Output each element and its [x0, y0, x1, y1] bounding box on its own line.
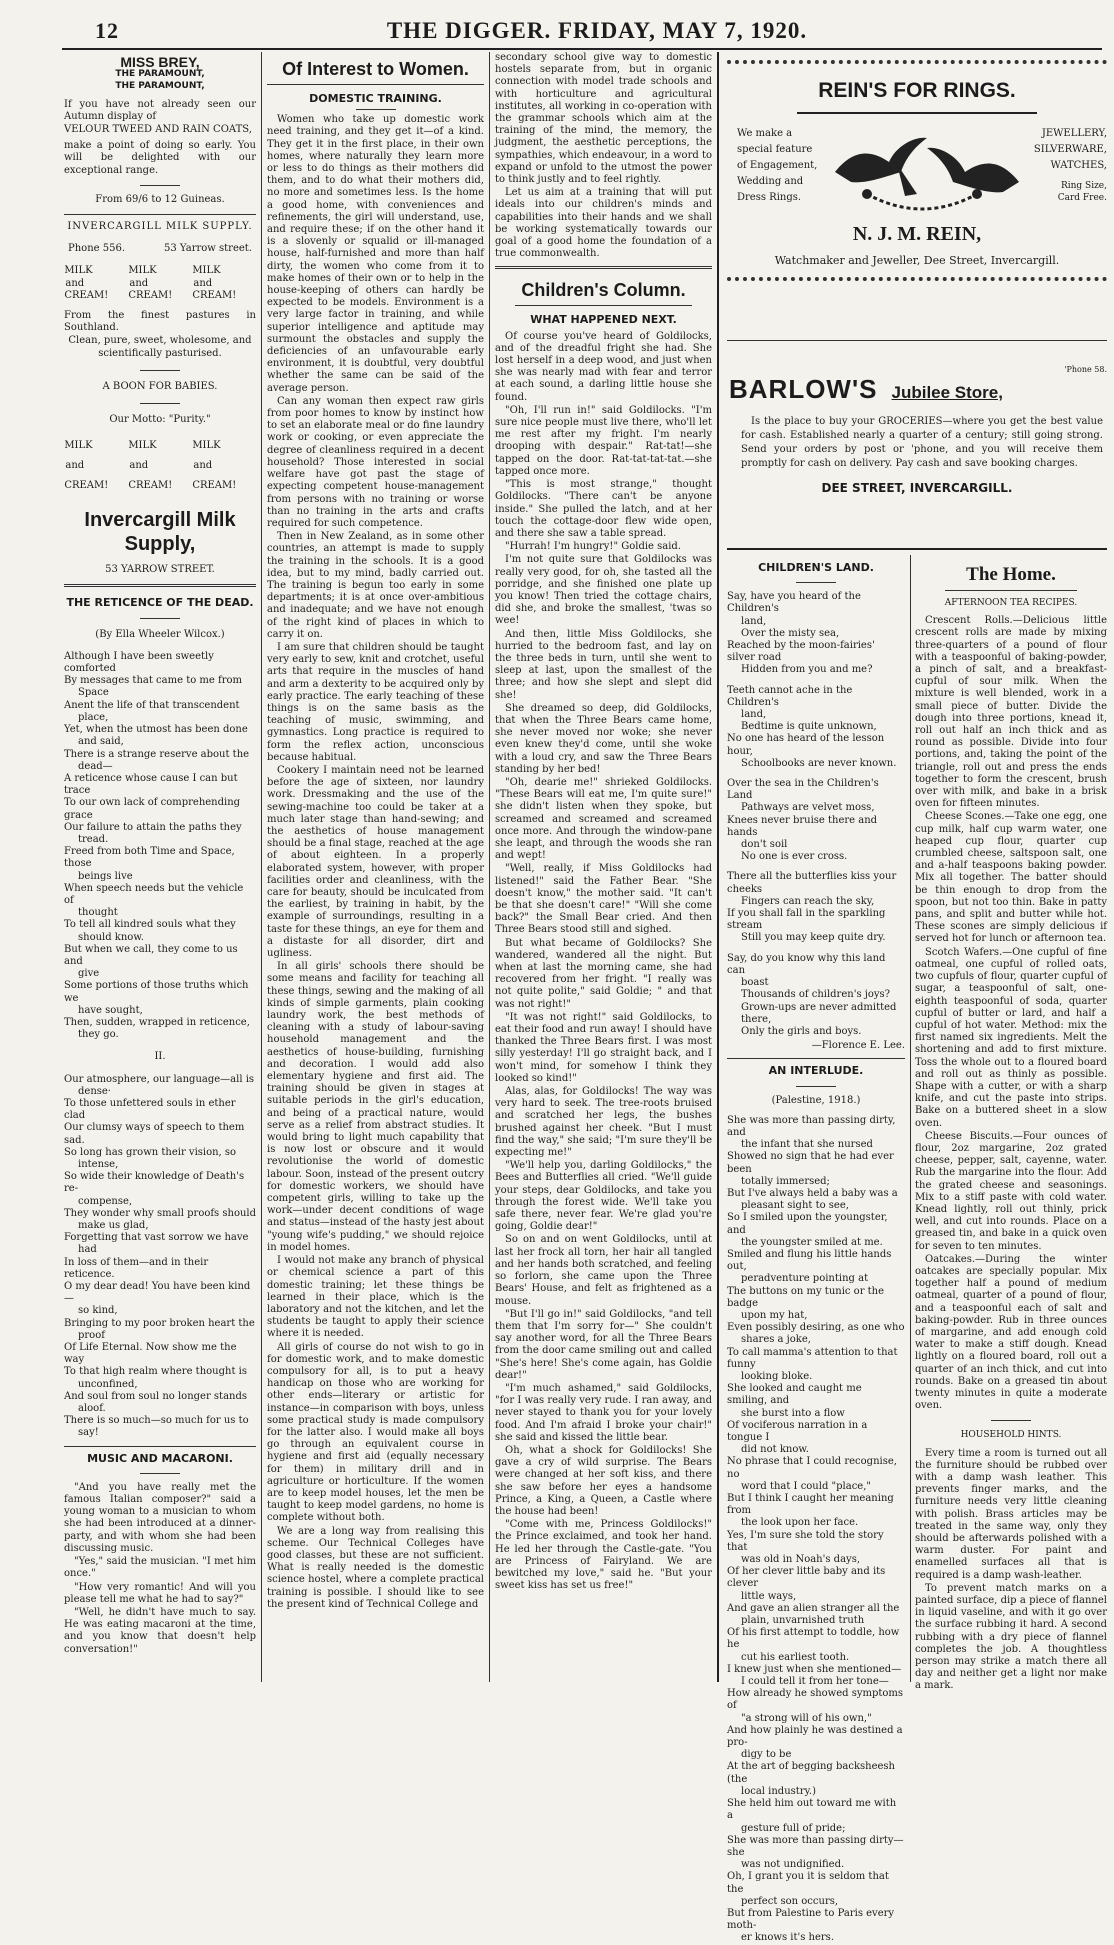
- divider: [796, 1086, 836, 1087]
- poem-line: Anent the life of that transcendent: [64, 699, 240, 711]
- poem-line: To tell all kindred souls what they: [64, 919, 236, 931]
- poem-line: Freed from both Time and Space, those: [64, 846, 235, 870]
- poem-line: So I smiled upon the youngster, and: [727, 1212, 888, 1236]
- poem-line: So wide their knowledge of Death's re-: [64, 1171, 245, 1195]
- barlows-store: Jubilee Store,: [891, 383, 1003, 402]
- divider: [64, 1446, 256, 1447]
- hints-head: HOUSEHOLD HINTS.: [960, 1430, 1062, 1441]
- poem-line: No phrase that I could recognise, no: [727, 1456, 897, 1480]
- column-5: [915, 556, 1107, 1692]
- milk-big1: Invercargill Milk: [84, 509, 236, 532]
- article-paragraph: Cookery I maintain need not be learned before the age of sixteen, nor laundry work. Dressmaking and the use of the sewing-machine too could be taker at a much later stage than hand-sewing; and the aesthetics of house management should be a final stage, reached at the age of about eighteen. In a properly elaborated system, however, with proper facilities order and cleanliness, with the care for beauty, should be inculcated from the earliest, by training in habit, by the example of surroundings, resulting in a taste for these things, an eye for them and a distaste for all disorder, dirt and ugliness.: [267, 764, 484, 960]
- hint-paragraph: To prevent match marks on a painted surface, dip a piece of flannel in liquid vaseline, and with it go over the surface rubbing it hard. A second rubbing with a dry piece of flannel completes the job. A thoughtless person may strike a match there all day and neither get a light nor make a mark.: [915, 1582, 1107, 1692]
- poem-line: don't soil: [741, 839, 788, 851]
- ad-line: Ring Size,: [1060, 181, 1107, 191]
- milk-cream-row: [64, 436, 256, 496]
- childland-poem: [727, 591, 905, 1038]
- ad-border: [727, 277, 1107, 281]
- poem-line: Our atmosphere, our language—all is: [64, 1073, 255, 1085]
- divider: [140, 403, 180, 404]
- poem-line: Say, have you heard of the Children's: [727, 591, 861, 615]
- interlude-place: (Palestine, 1918.): [771, 1094, 861, 1106]
- poem-line: Oh, I grant you it is seldom that the: [727, 1871, 889, 1895]
- masthead: [95, 18, 1095, 46]
- home-head: The Home.: [966, 564, 1056, 585]
- poem-line: When speech needs but the vehicle of: [64, 882, 244, 906]
- poem-line: did not know.: [741, 1444, 809, 1456]
- music-macaroni: [64, 1453, 256, 1656]
- divider: [515, 305, 692, 306]
- poem-line: Some portions of those truths which we: [64, 980, 249, 1004]
- poem-line: Still you may keep quite dry.: [741, 932, 886, 944]
- word: MILK: [64, 265, 93, 277]
- household-hints: [915, 1448, 1107, 1693]
- miss-brey-ad: [64, 56, 256, 206]
- poem-line: compense,: [78, 1195, 133, 1207]
- reticence-byline: (By Ella Wheeler Wilcox.): [95, 628, 225, 640]
- milk-body1: From the finest pastures in Southland.: [64, 310, 256, 334]
- brey-goods: VELOUR TWEED AND RAIN COATS,: [64, 124, 252, 136]
- poem-line: the look upon her face.: [741, 1517, 859, 1529]
- poem-line: Knees never bruise there and hands: [727, 814, 878, 838]
- brey-price: From 69/6 to 12 Guineas.: [95, 193, 225, 205]
- women-article: [267, 114, 484, 1611]
- goldilocks-story: [495, 331, 712, 1593]
- story-paragraph: "But I'll go in!" said Goldilocks, "and tell them that I'm sorry for—" She couldn't say another word, for all the Three Bears from the door came smiling out and called "She's here! She's come again, has Goldie dear!": [495, 1308, 712, 1381]
- story-paragraph: Of course you've heard of Goldilocks, and of the dreadful fright she had. She lost herself in a deep wood, and just when she was nearly mad with fear and terror at each sound, a darling little house she found.: [495, 330, 712, 403]
- poem-line: have sought,: [78, 1004, 143, 1016]
- ad-line: of Engagement,: [737, 160, 818, 171]
- story-paragraph: "Hurrah! I'm hungry!" Goldie said.: [505, 541, 682, 553]
- poem-line: give: [78, 968, 100, 980]
- poem-line: But when we call, they come to us and: [64, 943, 238, 967]
- poem-line: Our clumsy ways of speech to them sad.: [64, 1122, 245, 1146]
- article-paragraph: All girls of course do not wish to go in for domestic work, and to make domestic compulsory for all, is to put a heavy handicap on those who are working for other ends—literary or artistic for instance—in comparison with boys, unless some practical study is made compulsory for the latter also. I would make all boys go through an equivalent course in hygiene and first aid (equally necessary for them) in military drill and in agriculture or horticulture. If the women are to keep model houses, let the men be taught to keep model gardens, no home is complete without both.: [267, 1341, 484, 1524]
- poem-line: There is so much—so much for us to: [64, 1415, 249, 1427]
- story-paragraph: But what became of Goldilocks? She wandered, wandered all the night. But when at last the morning came, she had recovered from her fright. "I really was not quite polite," said Goldie; " and that was not right!": [495, 937, 712, 1010]
- poem-line: I could tell it from her tone—: [741, 1676, 889, 1688]
- story-paragraph: Alas, alas, for Goldilocks! The way was very hard to seek. The tree-roots bruised and scratched her legs, the bushes brushed against her cheek. "But I must find the way," she said; "I'm sure they'll be expecting me!": [495, 1086, 712, 1159]
- poem-line: [727, 677, 905, 685]
- divider: [140, 370, 180, 371]
- ad-line: We make a: [737, 128, 793, 139]
- milk-street: 53 Yarrow street.: [164, 243, 252, 255]
- poem-line: Teeth cannot ache in the Children's: [727, 684, 853, 708]
- poem-line: local industry.): [741, 1785, 816, 1797]
- column-rule: [261, 52, 262, 1682]
- poem-line: By messages that came to me from: [64, 675, 242, 687]
- poem-line: "a strong will of his own,": [741, 1712, 872, 1724]
- barlows-ad: [727, 340, 1107, 540]
- poem-line: O my dear dead! You have been kind—: [64, 1281, 251, 1305]
- poem-line: There all the butterflies kiss your cheeks: [727, 871, 897, 895]
- divider: [64, 584, 256, 587]
- reticence-head: THE RETICENCE OF THE DEAD.: [66, 596, 254, 610]
- poem-line: er knows it's hers.: [741, 1932, 834, 1944]
- poem-line: Of Life Eternal. Now show me the way: [64, 1342, 237, 1366]
- poem-line: Grown-ups are never admitted there,: [741, 1001, 897, 1025]
- poem-line: So long has grown their vision, so: [64, 1146, 237, 1158]
- poem-line: dead—: [78, 760, 113, 772]
- poem-line: pleasant sight to see,: [741, 1200, 849, 1212]
- milk-boon: A BOON FOR BABIES.: [102, 380, 218, 392]
- story-paragraph: "It was not right!" said Goldilocks, to eat their food and run away! I should have thanked the Three Bears first. I was most silly yesterday! I'll go straight back, and I won't mind, for somehow I think they looked so kind!": [495, 1011, 712, 1084]
- poem-line: Schoolbooks are never known.: [741, 757, 897, 769]
- reins-right-text: [1034, 126, 1107, 174]
- word: MILK: [64, 440, 93, 452]
- poem-line: Of his first attempt to toddle, how he: [727, 1627, 900, 1651]
- reticence-stanza-2: [64, 1074, 256, 1440]
- poem-line: tread.: [78, 833, 109, 845]
- divider: [945, 590, 1077, 591]
- home-sub: AFTERNOON TEA RECIPES.: [944, 598, 1078, 608]
- poem-line: Forgetting that vast sorrow we have: [64, 1232, 249, 1244]
- divider: [140, 618, 180, 619]
- divider: [267, 84, 484, 85]
- poem-line: There is a strange reserve about the: [64, 748, 250, 760]
- poem-line: To call mamma's attention to that funny: [727, 1346, 898, 1370]
- word: and: [65, 277, 85, 289]
- poem-line: Hidden from you and me?: [741, 664, 873, 676]
- reins-title: REIN'S FOR RINGS.: [818, 79, 1016, 102]
- story-paragraph: "This is most strange," thought Goldilocks. "There can't be anyone inside." She pulled the latch, and at her touch the cottage-door flew wide open, and there she saw a table spread.: [495, 479, 712, 539]
- story-paragraph: "Oh, dearie me!" shrieked Goldilocks. "These Bears will eat me, I'm quite sure!" she didn't listen when they spoke, but screamed and screamed and screamed once more. And through the window-pane she leapt, and through the woods she ran and wept!: [495, 776, 712, 862]
- ad-line: Dress Rings.: [737, 192, 802, 203]
- poem-line: How already he showed symptoms of: [727, 1688, 904, 1712]
- milk-phone: Phone 556.: [68, 243, 125, 255]
- poem-line: upon my hat,: [741, 1309, 808, 1321]
- article-paragraph: We are a long way from realising this scheme. Our Technical Colleges have good classes, but these are not sufficient. What is really needed is the domestic science hostel, where a complete practical training is possible. I should like to see the present kind of Technical College and: [267, 1525, 484, 1610]
- ad-line: Wedding and: [737, 176, 804, 187]
- poem-line: say!: [78, 1427, 99, 1439]
- column-4: [727, 556, 905, 1944]
- poem-line: Then, sudden, wrapped in reticence,: [64, 1016, 250, 1028]
- word: CREAM!: [128, 480, 173, 492]
- word: CREAM!: [64, 480, 109, 492]
- poem-line: Pathways are velvet moss,: [741, 802, 875, 814]
- poem-line: Of her clever little baby and its clever: [727, 1566, 886, 1590]
- poem-line: Over the misty sea,: [741, 627, 840, 639]
- divider: [991, 1420, 1031, 1421]
- poem-line: And how plainly he was destined a pro-: [727, 1724, 903, 1749]
- poem-line: But I've always held a baby was a: [727, 1187, 898, 1199]
- poem-line: A reticence whose cause I can but trace: [64, 772, 238, 797]
- recipe-paragraph: Scotch Wafers.—One cupful of fine oatmeal, one cupful of rolled oats, two cupfuls of flour, quarter cupful of sugar, a teaspoonful of salt, one-eighth teaspoonful of soda, quarter cupful of butter or lard, and half a cupful of hot water. Method: mix the first named six ingredients. Melt the shortening and add to first mixture. Toss the whole out to a floured board and roll out as thinly as possible. Shape with a cutter, or with a sharp knife, and cut the paste into strips. Bake on a buttered sheet in a slow oven.: [915, 946, 1107, 1129]
- brey-name: MISS BREY,: [120, 54, 200, 70]
- poem-line: they go.: [78, 1029, 119, 1041]
- word: CREAM!: [192, 480, 237, 492]
- poem-line: Yet, when the utmost has been done: [64, 724, 248, 736]
- poem-line: proof: [78, 1329, 105, 1341]
- poem-line: she burst into a flow: [741, 1407, 845, 1419]
- poem-line: They wonder why small proofs should: [64, 1207, 257, 1219]
- word: and: [193, 460, 213, 472]
- macaroni-p1: "And you have really met the famous Italian composer?" said a young woman to a musician to whom she had been introduced at a dinner-party, and with whom she had been discussing music.: [64, 1481, 256, 1554]
- column-3: [495, 52, 712, 1692]
- poem-line: To that high realm where thought is: [64, 1366, 247, 1378]
- reins-ring-text: [1058, 180, 1107, 204]
- poem-line: She looked and caught me smiling, and: [727, 1383, 862, 1407]
- poem-line: boast: [741, 977, 769, 989]
- poem-line: land,: [741, 709, 767, 721]
- poem-line: Yes, I'm sure she told the story that: [727, 1529, 884, 1553]
- milk-addr: 53 YARROW STREET.: [105, 564, 215, 576]
- reticence-part2: II.: [154, 1051, 166, 1063]
- divider: [796, 582, 836, 583]
- page-number: 12: [95, 18, 119, 43]
- article-paragraph: In all girls' schools there should be some means and facility for teaching all these things, sewing and the making of all kinds of simple garments, plain cooking laundry work, the best methods of cleaning with a study of labour-saving household management and the aesthetics of house-building, furnishing and decoration. I would add also elementary hygiene and first aid. The training should be given in stages at suitable periods in the girl's education, and being of a practical nature, would serve as a relief from abstract studies. It would bring to light much capability that is now lost or obscure and it would revolutionise the world of domestic labour. Soon, instead of the present outcry for domestic workers, we should have competent girls, willing to take up the work—under decent conditions of wage and status—instead of the hasty jest about "young wife's pudding," we should rejoice in model homes.: [267, 961, 484, 1253]
- column-2: [267, 52, 484, 1692]
- reins-sub: Watchmaker and Jeweller, Dee Street, Invercargill.: [774, 254, 1060, 267]
- poem-line: word that I could "place,": [741, 1480, 871, 1492]
- milk-cream-row: [64, 265, 256, 302]
- poem-line: Although I have been sweetly comforted: [64, 650, 214, 675]
- poem-line: dense·: [78, 1085, 111, 1097]
- story-paragraph: And then, little Miss Goldilocks, she hurried to the bedroom fast, and lay on the three beds in turn, until she went to sleep at last, upon the smallest of the three; and how she slept and slept did she!: [495, 628, 712, 701]
- poem-line: the infant that she nursed: [741, 1139, 873, 1151]
- poem-line: If you shall fall in the sparkling stream: [727, 908, 886, 932]
- poem-line: intense,: [78, 1159, 119, 1170]
- reins-body: [727, 120, 1107, 220]
- poem-line: peradventure pointing at: [741, 1273, 869, 1285]
- poem-line: plain, unvarnished truth: [741, 1615, 865, 1627]
- article-paragraph: Then in New Zealand, as in some other countries, an attempt is made to supply the training in the schools. It is a good idea, but to my mind, badly carried out. The training is begun too early in some departments; it is at once over-ambitious and inadequate; and we have not enough of the right kind of places in which to carry it on.: [267, 531, 484, 640]
- women-head: Of Interest to Women.: [282, 59, 469, 79]
- poem-line: She was more than passing dirty—she: [727, 1834, 904, 1858]
- poem-line: unconfined,: [78, 1378, 138, 1390]
- recipe-paragraph: Cheese Biscuits.—Four ounces of flour, 2oz margarine, 2oz grated cheese, pepper, salt, cayenne, water. Rub the margarine into the flour. Add the grated cheese and seasonings. Mix to a stiff paste with cold water. Knead lightly, roll out thinly, prick well, and cut into rounds. Place on a greased tin, and bake in a quick oven for seven to ten minutes.: [915, 1130, 1107, 1252]
- poem-line: make us glad,: [78, 1220, 149, 1232]
- poem-line: perfect son occurs,: [741, 1895, 839, 1907]
- poem-line: Space: [78, 687, 109, 699]
- barlows-addr: DEE STREET, INVERCARGILL.: [821, 481, 1013, 495]
- poem-line: the youngster smiled at me.: [741, 1236, 883, 1248]
- childland-author: —Florence E. Lee.: [811, 1040, 905, 1052]
- divider: [495, 266, 712, 269]
- barlows-phone: 'Phone 58.: [1064, 365, 1107, 374]
- poem-line: To our own lack of comprehending grace: [64, 797, 241, 821]
- word: CREAM!: [128, 289, 173, 301]
- reticence-poem: [64, 597, 256, 1439]
- poem-line: Bedtime is quite unknown,: [741, 721, 877, 733]
- divider: [64, 214, 256, 215]
- poem-line: beings live: [78, 870, 133, 882]
- brey-body: If you have not already seen our Autumn display of: [64, 98, 256, 122]
- poem-line: [727, 863, 905, 871]
- poem-line: Of vociferous narration in a tongue I: [727, 1419, 868, 1443]
- poem-line: In loss of them—and in their reticence.: [64, 1256, 209, 1280]
- word: and: [65, 460, 85, 472]
- divider: [356, 109, 396, 110]
- poem-line: Even possibly desiring, as one who: [727, 1322, 905, 1334]
- story-paragraph: "Come with me, Princess Goldilocks!" the Prince exclaimed, and took her hand. He led her through the Castle-gate. "You are Princess of Fairyland. We are bewitched my love," said he. "But your sweet kiss has set us free!": [495, 1519, 712, 1592]
- word: and: [193, 277, 213, 289]
- poem-line: had: [78, 1244, 97, 1256]
- interlude-head: AN INTERLUDE.: [768, 1064, 864, 1078]
- interlude-poem: [727, 1115, 905, 1945]
- ad-line: WATCHES,: [1050, 160, 1107, 171]
- macaroni-p3: "How very romantic! And will you please tell me what he had to say?": [64, 1581, 256, 1605]
- poem-line: cut his earliest tooth.: [741, 1651, 850, 1663]
- milk-body2: Clean, pure, sweet, wholesome, and scientifically pasturised.: [68, 335, 252, 359]
- story-paragraph: "I'm much ashamed," said Goldilocks, "for I was really very rude. I ran away, and never stayed to thank you for your lovely food. And I'm afraid I broke your chair!" she said and kissed the little bear.: [495, 1382, 712, 1443]
- poem-line: I knew just when she mentioned—: [727, 1663, 902, 1675]
- children-head: Children's Column.: [521, 280, 686, 301]
- ad-line: JEWELLERY,: [1041, 128, 1107, 139]
- word: MILK: [192, 265, 221, 277]
- women-continued: secondary school give way to domestic hostels separate from, but in organic connection with model trade schools and with horticulture and agricultural institutes, all working in co-operation with the grammar schools which aim at the training of the mind, the memory, the judgment, the aesthetic perceptions, the sympathies, which endeavour, in a word to expand or unfold to the utmost the power to think justly and to feel rightly.: [495, 52, 712, 186]
- story-paragraph: "Well, really, if Miss Goldilocks had listened!" said the Father Bear. "She doesn't know," the mother said. "It can't be that she doesn't care!" "Will she come back?" the Small Bear cried. And then Three Bears stood still and sighed.: [495, 863, 712, 936]
- story-paragraph: She dreamed so deep, did Goldilocks, that when the Three Bears came home, she never moved nor woke; she never even knew they'd come, until she woke with a loud cry, and saw the Three Bears standing by her bed!: [495, 702, 712, 775]
- poem-line: No one is ever cross.: [741, 851, 848, 863]
- poem-line: And soul from soul no longer stands: [64, 1390, 248, 1402]
- brey-body2: make a point of doing so early. You will be delighted with our exceptional range.: [64, 140, 256, 176]
- milk-head: INVERCARGILL MILK SUPPLY.: [67, 221, 253, 233]
- poem-line: and said,: [78, 736, 124, 748]
- poem-line: Say, do you know why this land can: [727, 952, 886, 976]
- word: and: [129, 460, 149, 472]
- reins-ad: [727, 60, 1107, 330]
- recipe-paragraph: Cheese Scones.—Take one egg, one cup milk, half cup warm water, one heaped cup flour, quarter cup crumbled cheese, saltspoon salt, one and a-half teaspoons baking powder. Mix all together. The batter should be thin enough to drop from the spoon, but not too thin. Bake in patty pans, and split and butter while hot. These scones are simply delicious if served hot for lunch or afternoon tea.: [915, 811, 1107, 945]
- ad-line: Card Free.: [1057, 193, 1107, 203]
- macaroni-head: MUSIC AND MACARONI.: [87, 1451, 233, 1465]
- poem-line: thought: [78, 907, 118, 919]
- poem-line: little ways,: [741, 1590, 797, 1602]
- divider: [140, 1473, 180, 1474]
- recipe-paragraph: Crescent Rolls.—Delicious little crescent rolls are made by mixing three-quarters of a pound of flour with a teaspoonful of baking-powder, a pinch of salt, and a breakfast-cupful of sour milk. When the mixture is well blended, work in a small piece of butter. Divide the dough into three portions, knead it, roll out half an inch thick and as round as possible. Divide into four portions, and, taking the point of the triangle, roll out and press the ends together to form the crescent, brush over with milk, and bake in a brisk oven for fifteen minutes.: [915, 615, 1107, 810]
- barlows-name: BARLOW'S: [729, 374, 878, 404]
- poem-line: was old in Noah's days,: [741, 1554, 861, 1566]
- word: MILK: [128, 440, 157, 452]
- brey-line1: THE PARAMOUNT,: [115, 69, 205, 80]
- masthead-rule: [62, 48, 1102, 50]
- poem-line: She was more than passing dirty, and: [727, 1114, 896, 1138]
- column-rule: [489, 52, 490, 1682]
- ad-line: SILVERWARE,: [1033, 144, 1107, 155]
- poem-line: Fingers can reach the sky,: [741, 895, 875, 907]
- milk-big2: Supply,: [124, 533, 196, 556]
- children-sub: WHAT HAPPENED NEXT.: [530, 313, 677, 327]
- story-paragraph: So on and on went Goldilocks, until at last her frock all torn, her hair all tangled and her hands both scratched, and feeling so forlorn, she came upon the Three Bears' House, and felt as frightened as a mouse.: [495, 1234, 712, 1307]
- poem-line: looking bloke.: [741, 1370, 813, 1382]
- poem-line: should know.: [78, 931, 144, 943]
- poem-line: digy to be: [741, 1749, 792, 1761]
- story-paragraph: I'm not quite sure that Goldilocks was really very good, for oh, she tasted all the porridge, and she finished one plate up you know! Then tried the cottage chairs, did she, and broke the smallest, 'twas so wee!: [495, 554, 712, 627]
- word: and: [129, 277, 149, 289]
- barlows-body: Is the place to buy your GROCERIES—where you get the best value for cash. Established nearly a quarter of a century; still going strong. Send your orders by post or 'phone, and you will receive them promptly for cash on delivery. Pay cash and save booking charges.: [741, 416, 1103, 469]
- story-paragraph: Oh, what a shock for Goldilocks! She gave a cry of wild surprise. The Bears were changed at her soft kiss, and there she saw before her eyes a handsome Prince, a King, a Queen, a Castle where the house had been!: [495, 1444, 712, 1517]
- childland-head: CHILDREN'S LAND.: [758, 561, 874, 574]
- column-rule: [910, 555, 911, 1682]
- poem-line: was not undignified.: [741, 1859, 845, 1871]
- divider: [797, 112, 1037, 114]
- poem-line: [727, 770, 905, 778]
- macaroni-p2: "Yes," said the musician. "I met him once.": [64, 1556, 256, 1580]
- reticence-stanza-1: [64, 651, 256, 1042]
- poem-line: At the art of begging backsheesh (the: [727, 1761, 895, 1785]
- poem-line: But from Palestine to Paris every moth-: [727, 1907, 895, 1932]
- poem-line: Our failure to attain the paths they: [64, 821, 242, 833]
- poem-line: Over the sea in the Children's Land: [727, 778, 879, 802]
- word: CREAM!: [192, 289, 237, 301]
- word: CREAM!: [64, 289, 109, 301]
- swallows-chain-icon: [827, 124, 1017, 220]
- story-paragraph: "We'll help you, darling Goldilocks," the Bees and Butterflies all cried. "We'll guide your steps, dear Goldilocks, and take you through the forest wide. We'll take you safe there, never fear. We're glad you're going, Goldie dear!": [495, 1160, 712, 1233]
- milk-motto: Our Motto: "Purity.": [109, 414, 211, 426]
- poem-line: Reached by the moon-fairies' silver road: [727, 640, 875, 664]
- divider: [727, 1058, 905, 1059]
- recipes: [915, 615, 1107, 1412]
- article-paragraph: Women who take up domestic work need training, and they get it—of a kind. They get it in the first place, in their own homes, where naturally they learn more or less to do things as their mothers did them, and to do what their mothers did, no more and sometimes less. Is the home a good home, with conveniences and refinements, the girl will understand, use, and require these; if on the other hand it is a slovenly or squalid or ill-managed house, half-furnished and more than half dirty, the women who come from it to make homes of their own or to help in the house-keeping of others can hardly be expected to be models. Environment is a very large factor in training, and while superior intelligence and aptitude may surmount the obstacles and supply the deficiencies of an unfavourable early environment, it is doubtful, very doubtful whether the same can be said of the average person.: [267, 114, 484, 394]
- article-paragraph: I am sure that children should be taught very early to sew, knit and crotchet, useful arts that require in the muscles of hand and arm a dexterity to be acquired only by early practice. The early teaching of these things is on the same basis as the teaching of music, swimming, and gymnastics. Long practice is required to form the reflex action, unconscious because habitual.: [267, 641, 484, 763]
- poem-line: place,: [78, 711, 109, 723]
- poem-line: And gave an alien stranger all the: [727, 1602, 900, 1614]
- poem-line: so kind,: [78, 1305, 118, 1317]
- poem-line: She held him out toward me with a: [727, 1798, 897, 1822]
- poem-line: gesture full of pride;: [741, 1822, 846, 1834]
- brey-line2: THE PARAMOUNT,: [115, 81, 205, 92]
- hint-paragraph: Every time a room is turned out all the furniture should be rubbed over with a damp wash leather. This prevents finger marks, and the furniture needs very little cleaning with polish. Brass articles may be treated in the same way, only they should be afterwards polished with a warm duster. For paint and enamelled surfaces all that is required is a damp wash-leather.: [915, 1447, 1107, 1581]
- poem-line: land,: [741, 615, 767, 627]
- masthead-title: THE DIGGER. FRIDAY, MAY 7, 1920.: [386, 18, 808, 43]
- story-paragraph: "Oh, I'll run in!" said Goldilocks. "I'm sure nice people must live there, who'll let me rest after my fright. I'm nearly drooping with despair." Rat-tat!—she tapped on the door. Rat-tat-tat-tat.—she tapped once more.: [495, 404, 712, 477]
- poem-line: The buttons on my tunic or the badge: [727, 1285, 885, 1309]
- column-1: [64, 52, 256, 1692]
- ad-line: special feature: [737, 144, 813, 155]
- divider: [727, 548, 1107, 550]
- reins-left-text: [737, 126, 817, 206]
- reins-name: N. J. M. REIN,: [852, 223, 982, 245]
- column-rule: [717, 52, 719, 1682]
- milk-supply-ad: [64, 221, 256, 576]
- article-paragraph: I would not make any branch of physical or chemical science a part of this domestic training; let these things be learned in their place, which is the laboratory and not the kitchen, and let the students be taught to apply their science where it is needed.: [267, 1255, 484, 1340]
- article-paragraph: Can any woman then expect raw girls from poor homes to know by instinct how to set an elaborate meal or do fine laundry work or cooking, or even appreciate the degree of cleanliness required in a decent household? Those interested in social welfare have got past the stage of expecting competent house-management from persons with no training or worse than no training in the arts and crafts required for such competence.: [267, 395, 484, 529]
- poem-line: No one has heard of the lesson hour,: [727, 733, 885, 757]
- poem-line: aloof.: [78, 1403, 106, 1415]
- word: MILK: [128, 265, 157, 277]
- macaroni-p4: "Well, he didn't have much to say. He was eating macaroni at the time, and you know that doesn't help conversation!": [64, 1606, 256, 1655]
- word: MILK: [192, 440, 221, 452]
- poem-line: But I think I caught her meaning from: [727, 1493, 894, 1517]
- divider: [140, 185, 180, 186]
- poem-line: To those unfettered souls in ether clad: [64, 1097, 236, 1122]
- poem-line: Only the girls and boys.: [741, 1025, 862, 1037]
- poem-line: Thousands of children's joys?: [741, 989, 891, 1001]
- poem-line: [727, 945, 905, 953]
- poem-line: Bringing to my poor broken heart the: [64, 1317, 255, 1329]
- poem-line: Showed no sign that he had ever been: [727, 1151, 894, 1175]
- poem-line: shares a joke,: [741, 1334, 811, 1346]
- recipe-paragraph: Oatcakes.—During the winter oatcakes are specially popular. Mix together half a pound of medium oatmeal, quarter of a pound of flour, and a teaspoonful each of salt and baking-powder. Rub in three ounces of margarine, and add enough cold water to make a stiff dough. Knead lightly on a floured board, roll out a quarter of an inch thick, and cut into rounds. Bake on a greased tin about twenty minutes in quite a moderate oven.: [915, 1253, 1107, 1412]
- poem-line: totally immersed;: [741, 1175, 830, 1187]
- women-sub: DOMESTIC TRAINING.: [309, 92, 442, 105]
- women-continued-2: Let us aim at a training that will put ideals into our children's minds and capabilities into their hands and we shall be working systematically towards our goal of a good home the foundation of a true commonwealth.: [495, 187, 712, 260]
- poem-line: Smiled and flung his little hands out,: [727, 1248, 892, 1273]
